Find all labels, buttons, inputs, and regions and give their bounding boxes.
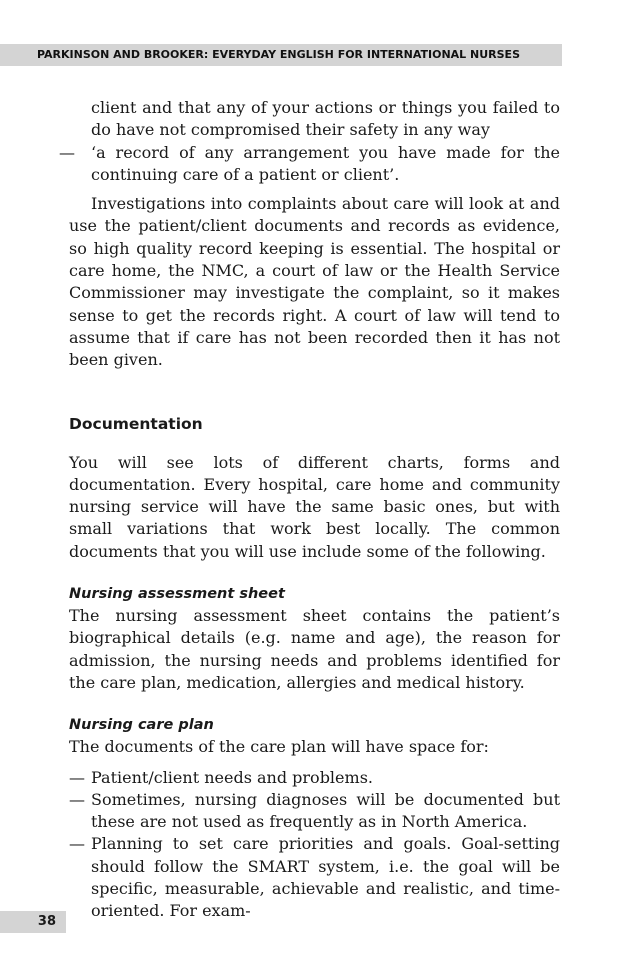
subsection-heading-care-plan: Nursing care plan [69, 717, 214, 734]
list-item [59, 142, 560, 187]
list-item [69, 833, 560, 922]
running-header: PARKINSON AND BROOKER: EVERYDAY ENGLISH FOR INTERNATIONAL NURSES [0, 44, 562, 66]
list-item [69, 767, 560, 789]
page-body [59, 97, 560, 923]
dash-marker: — [69, 834, 85, 854]
dash-marker: — [69, 767, 85, 787]
assessment-paragraph: The nursing assessment sheet contains the patient’s biographical details (e.g. name and age), the reason for admission, the nursing needs and problems identified for the care plan, medication, allergies and medical history. [69, 606, 560, 692]
list-item-text: Sometimes, nursing diagnoses will be documented but these are not used as frequently as in North America. [91, 789, 560, 832]
dash-marker: — [59, 142, 75, 162]
dash-marker: — [69, 789, 85, 809]
list-item-text: ‘a record of any arrangement you have made for the continuing care of a patient or client’. [91, 142, 560, 184]
list-item-text: Patient/client needs and problems. [91, 767, 373, 787]
documentation-paragraph: You will see lots of different charts, forms and documentation. Every hospital, care home and community nursing service will have the same basic ones, but with small variations that work best locally. The common documents that you will use include some of the following. [69, 452, 560, 561]
investigations-paragraph: Investigations into complaints about care will look at and use the patient/client documents and records as evidence, so high quality record keeping is essential. The hospital or care home, the NMC, a court of law or the Health Service Commissioner may investigate the complaint, so it makes sense to get the records right. A court of law will tend to assume that if care has not been recorded then it has not been given. [69, 194, 560, 370]
page-number: 38 [0, 911, 66, 933]
care-plan-list [69, 767, 560, 923]
list-item-text: Planning to set care priorities and goals. Goal-setting should follow the SMART system, i.e. the goal will be specific, measurable, achievable and realistic, and time-oriented. For exam- [91, 834, 560, 921]
section-heading: Documentation [69, 414, 203, 433]
continued-bullet-text: client and that any of your actions or things you failed to do have not compromised their safety in any way [91, 98, 560, 140]
list-item [69, 789, 560, 834]
subsection-heading-assessment: Nursing assessment sheet [69, 586, 285, 603]
care-plan-paragraph: The documents of the care plan will have space for: [69, 737, 489, 757]
